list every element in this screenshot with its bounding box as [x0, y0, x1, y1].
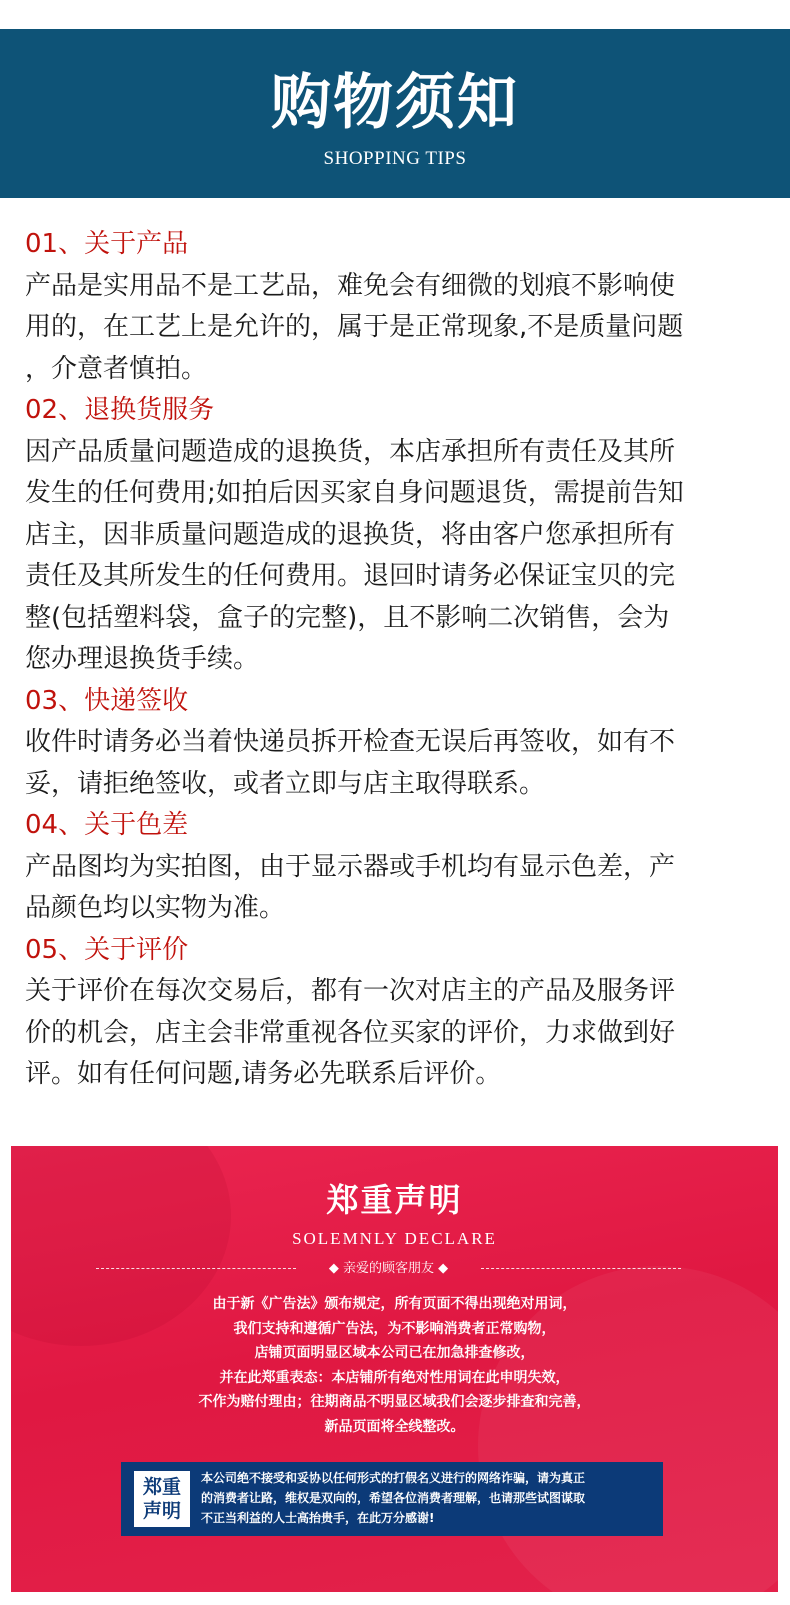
notice-line: 并在此郑重表态：本店铺所有绝对性用词在此申明失效， [219, 1369, 570, 1386]
shopping-tips-header [0, 29, 790, 198]
tip-title: 03、快递签收 [25, 685, 189, 716]
declaration-title: 郑重声明 [326, 1181, 463, 1219]
declaration-seal [134, 1471, 190, 1527]
solemn-declaration-banner [11, 1146, 778, 1592]
anti-fraud-line: 的消费者让路，维权是双向的，希望各位消费者理解，也请那些试图谋取 [201, 1491, 586, 1505]
tip-title: 02、退换货服务 [25, 395, 215, 425]
divider-line-left [96, 1268, 296, 1269]
tip-line: 妥，请拒绝签收，或者立即与店主取得联系。 [25, 768, 546, 799]
tip-line: 品颜色均以实物为准。 [25, 893, 286, 923]
tip-line: 关于评价在每次交易后，都有一次对店主的产品及服务评 [25, 976, 676, 1006]
tip-line: 您办理退换货手续。 [25, 644, 260, 674]
divider-text: ◆ 亲爱的顾客朋友 ◆ [328, 1261, 449, 1276]
tip-line: 产品是实用品不是工艺品，难免会有细微的划痕不影响使 [25, 270, 676, 301]
notice-line: 由于新《广告法》颁布规定，所有页面不得出现绝对用词， [212, 1296, 577, 1312]
tip-line: 价的机会，店主会非常重视各位买家的评价，力求做到好 [25, 1017, 676, 1048]
tip-line: 店主，因非质量问题造成的退换货，将由客户您承担所有 [25, 519, 676, 550]
seal-text: 郑重 [142, 1476, 181, 1498]
tip-line: 整(包括塑料袋，盒子的完整)，且不影响二次销售，会为 [25, 602, 670, 633]
tip-section-delivery [25, 681, 770, 806]
tip-line: 责任及其所发生的任何费用。退回时请务必保证宝贝的完 [25, 561, 676, 591]
notice-line: 我们支持和遵循广告法，为不影响消费者正常购物， [233, 1320, 556, 1337]
anti-fraud-text [201, 1468, 651, 1528]
notice-line: 店铺页面明显区域本公司已在加急排查修改， [254, 1345, 535, 1361]
tip-title: 04、关于色差 [25, 810, 189, 840]
tip-line: 产品图均为实拍图，由于显示器或手机均有显示色差，产 [25, 851, 676, 882]
anti-fraud-line: 本公司绝不接受和妥协以任何形式的打假名义进行的网络诈骗，请为真正 [201, 1471, 586, 1485]
header-subtitle: SHOPPING TIPS [323, 148, 467, 169]
declaration-subtitle: SOLEMNLY DECLARE [292, 1229, 497, 1248]
tip-line: 因产品质量问题造成的退换货，本店承担所有责任及其所 [25, 436, 676, 467]
tips-list [25, 224, 770, 1096]
tip-title: 05、关于评价 [25, 934, 189, 965]
tip-section-returns [25, 390, 770, 681]
divider-line-right [481, 1268, 681, 1269]
anti-fraud-notice-box [121, 1462, 663, 1536]
notice-line: 不作为赔付理由；往期商品不明显区域我们会逐步排查和完善， [198, 1394, 591, 1410]
tip-section-review [25, 930, 770, 1096]
declaration-divider [96, 1257, 681, 1281]
tip-line: 评。如有任何问题,请务必先联系后评价。 [25, 1059, 502, 1089]
tip-section-product [25, 224, 770, 390]
seal-text: 声明 [142, 1500, 181, 1522]
tip-line: 发生的任何费用;如拍后因买家自身问题退货，需提前告知 [25, 478, 684, 508]
anti-fraud-line: 不正当利益的人士高抬贵手，在此万分感谢! [201, 1511, 435, 1525]
declaration-notice [11, 1292, 778, 1439]
header-title: 购物须知 [271, 68, 519, 138]
tip-section-color [25, 805, 770, 930]
notice-line: 新品页面将全线整改。 [324, 1418, 465, 1435]
tip-title: 01、关于产品 [25, 229, 189, 259]
tip-line: 收件时请务必当着快递员拆开检查无误后再签收，如有不 [25, 727, 676, 757]
tip-line: 用的，在工艺上是允许的，属于是正常现象,不是质量问题 [25, 312, 684, 342]
tip-line: ，介意者慎拍。 [25, 353, 208, 384]
